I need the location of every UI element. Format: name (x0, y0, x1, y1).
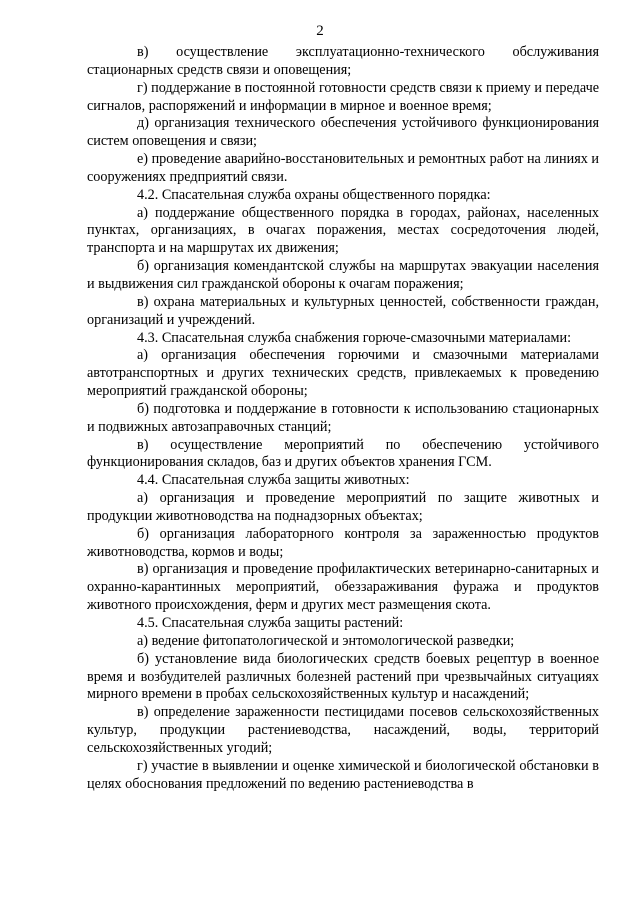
list-item-paragraph: а) ведение фитопатологической и энтомологической разведки; (137, 632, 515, 649)
list-item-paragraph: в) осуществление мероприятий по обеспечению устойчивого функционирования складов, баз и других объектов хранения ГСМ. (87, 436, 599, 471)
list-item-paragraph: в) определение зараженности пестицидами посевов сельскохозяйственных культур, продукции растениеводства, насаждений, воды, территорий сельскохозяйственных угодий; (87, 704, 599, 756)
document-body (87, 44, 599, 793)
list-item-paragraph: б) организация лабораторного контроля за зараженностью продуктов животноводства, кормов и воды; (87, 525, 599, 560)
list-item-paragraph: б) организация комендантской службы на маршрутах эвакуации населения и выдвижения сил гражданской обороны к очагам поражения; (87, 258, 599, 292)
section-heading: 4.2. Спасательная служба охраны общественного порядка: (137, 186, 491, 203)
list-item-paragraph: в) охрана материальных и культурных ценностей, собственности граждан, организаций и учреждений. (87, 293, 599, 328)
list-item-paragraph: в) организация и проведение профилактических ветеринарно-санитарных и охранно-карантинных мероприятий, обеззараживания фуража и продуктов животного происхождения, ферм и других мест размещения скота. (87, 561, 599, 614)
list-item-paragraph: а) организация и проведение мероприятий по защите животных и продукции животноводства на поднадзорных объектах; (87, 490, 599, 524)
list-item-paragraph: е) проведение аварийно-восстановительных и ремонтных работ на линиях и сооружениях предприятий связи. (87, 151, 599, 185)
section-heading: 4.4. Спасательная служба защиты животных: (137, 472, 410, 489)
list-item-paragraph: г) поддержание в постоянной готовности средств связи к приему и передаче сигналов, распоряжений и информации в мирное и военное время; (87, 79, 599, 114)
section-heading: 4.3. Спасательная служба снабжения горюче-смазочными материалами: (137, 329, 572, 346)
list-item-paragraph: в) осуществление эксплуатационно-технического обслуживания стационарных средств связи и оповещения; (87, 44, 599, 78)
list-item-paragraph: г) участие в выявлении и оценке химической и биологической обстановки в целях обоснования предложений по ведению растениеводства в (87, 757, 599, 792)
section-heading: 4.5. Спасательная служба защиты растений: (137, 615, 404, 631)
page-number: 2 (316, 23, 324, 39)
list-item-paragraph: д) организация технического обеспечения устойчивого функционирования систем оповещения и связи; (87, 115, 599, 150)
list-item-paragraph: а) поддержание общественного порядка в городах, районах, населенных пунктах, организациях, в очагах поражения, местах сосредоточения людей, транспорта и на маршрутах их движения; (87, 204, 599, 257)
list-item-paragraph: а) организация обеспечения горючими и смазочными материалами автотранспортных и других технических средств, привлекаемых к проведению мероприятий гражданской обороны; (87, 347, 599, 400)
list-item-paragraph: б) установление вида биологических средств боевых рецептур в военное время и возбудителей различных болезней растений при чрезвычайных ситуациях мирного времени в пробах сельскохозяйственных культур и насаждений; (87, 650, 599, 703)
list-item-paragraph: б) подготовка и поддержание в готовности к использованию стационарных и подвижных автозаправочных станций; (87, 400, 599, 435)
